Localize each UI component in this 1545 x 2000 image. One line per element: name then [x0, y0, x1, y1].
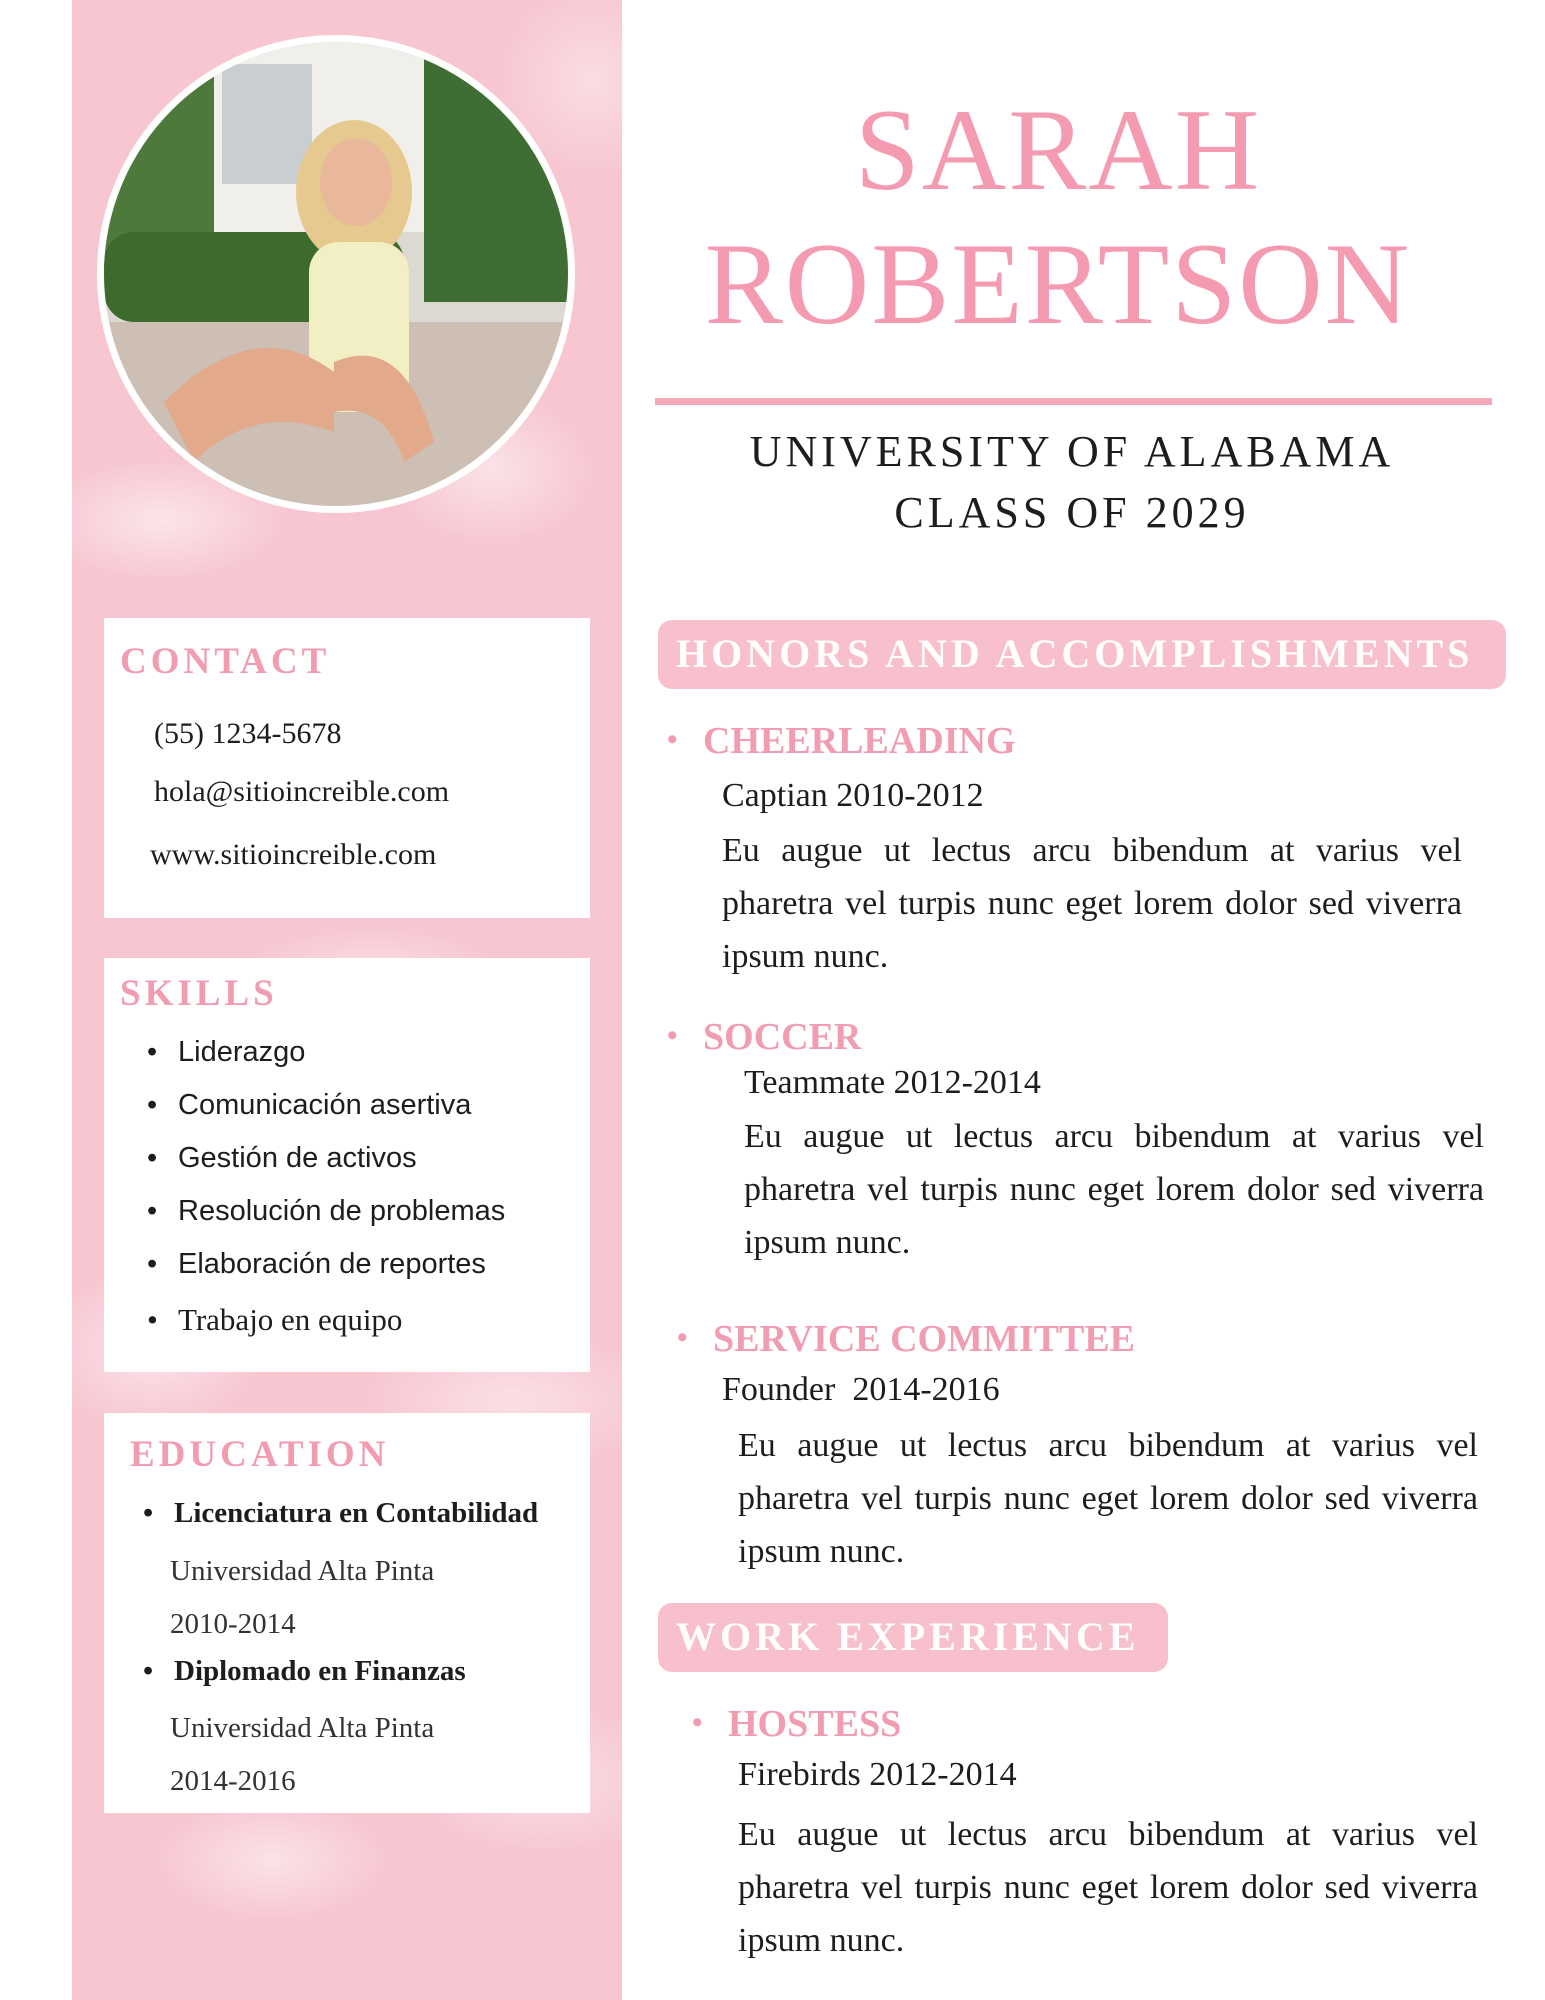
honor-title-cheerleading: • CHEERLEADING: [703, 722, 1016, 760]
work-banner: [658, 1603, 1168, 1672]
work-role: Firebirds 2012-2014: [738, 1756, 1017, 1793]
honor-role: Founder 2014-2016: [722, 1371, 1000, 1408]
contact-email: hola@sitioincreible.com: [154, 775, 450, 808]
skills-card: [104, 958, 590, 1372]
honor-title-soccer: • SOCCER: [703, 1018, 861, 1056]
contact-card: [104, 618, 590, 918]
list-item: • Gestión de activos: [178, 1142, 417, 1175]
last-name: ROBERTSON: [704, 220, 1412, 349]
profile-photo-illustration: [104, 42, 568, 506]
education-school: Universidad Alta Pinta: [170, 1555, 435, 1587]
university-name: UNIVERSITY OF ALABAMA: [749, 427, 1395, 476]
work-description: Eu augue ut lectus arcu bibendum at varius vel pharetra vel turpis nunc eget lorem dolor sed viverra ipsum nunc.: [738, 1816, 1478, 1959]
education-years: 2010-2014: [170, 1608, 296, 1640]
header-divider: [655, 398, 1492, 405]
work-title-hostess: • HOSTESS: [728, 1705, 901, 1743]
education-card: [104, 1413, 590, 1813]
skills-title: SKILLS: [120, 973, 278, 1014]
first-name: SARAH: [854, 86, 1262, 215]
education-title: EDUCATION: [130, 1434, 390, 1475]
list-item: • Trabajo en equipo: [178, 1302, 402, 1338]
graduation-class: CLASS OF 2029: [894, 488, 1250, 537]
profile-photo: [97, 35, 575, 513]
honor-description: Eu augue ut lectus arcu bibendum at varius vel pharetra vel turpis nunc eget lorem dolor sed viverra ipsum nunc.: [744, 1118, 1484, 1261]
honor-role: Teammate 2012-2014: [744, 1064, 1041, 1101]
honor-role: Captian 2010-2012: [722, 777, 984, 814]
honor-description: Eu augue ut lectus arcu bibendum at varius vel pharetra vel turpis nunc eget lorem dolor sed viverra ipsum nunc.: [722, 832, 1462, 975]
honors-title: HONORS AND ACCOMPLISHMENTS: [676, 631, 1474, 676]
education-years: 2014-2016: [170, 1765, 296, 1797]
honor-description: Eu augue ut lectus arcu bibendum at varius vel pharetra vel turpis nunc eget lorem dolor sed viverra ipsum nunc.: [738, 1427, 1478, 1570]
education-degree: • Licenciatura en Contabilidad: [174, 1497, 538, 1530]
honor-title-service-committee: • SERVICE COMMITTEE: [713, 1320, 1135, 1358]
list-item: • Elaboración de reportes: [178, 1248, 486, 1281]
list-item: • Resolución de problemas: [178, 1195, 505, 1228]
education-school: Universidad Alta Pinta: [170, 1712, 435, 1744]
list-item: • Liderazgo: [178, 1036, 305, 1069]
education-degree: • Diplomado en Finanzas: [174, 1655, 466, 1688]
work-title: WORK EXPERIENCE: [676, 1614, 1140, 1659]
list-item: • Comunicación asertiva: [178, 1089, 471, 1122]
contact-website: www.sitioincreible.com: [150, 838, 437, 871]
contact-title: CONTACT: [120, 641, 331, 682]
contact-phone: (55) 1234-5678: [154, 717, 342, 750]
honors-banner: [658, 620, 1506, 689]
